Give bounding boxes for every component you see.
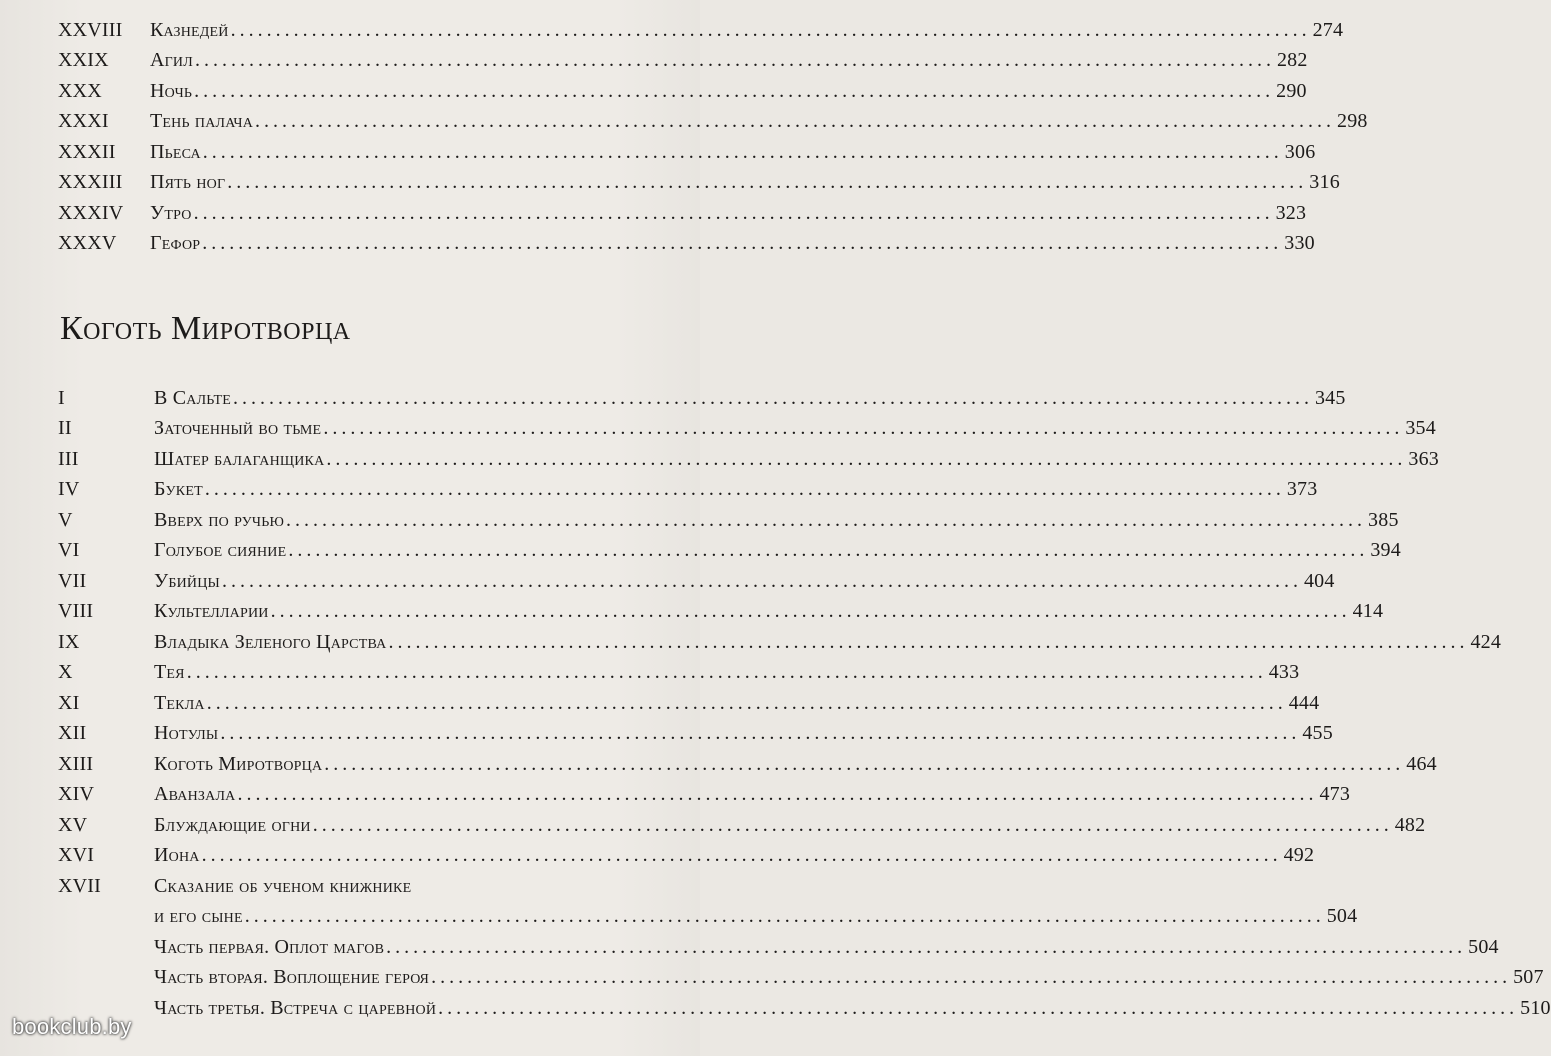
toc-entry-page: 507 — [1513, 966, 1544, 988]
toc-entry-number: XII — [58, 722, 87, 744]
toc-entry-title: Букет — [154, 478, 203, 500]
toc-entry-title: Текла — [154, 691, 205, 714]
toc-top-list — [58, 14, 1368, 258]
toc-entry-title-line — [154, 447, 1439, 474]
toc-entry-page: 385 — [1368, 508, 1399, 531]
toc-entry-title-line — [154, 904, 1357, 931]
toc-entry-title-line — [154, 813, 1425, 840]
toc-section-list — [58, 382, 1551, 1023]
toc-entry-page: 455 — [1302, 722, 1333, 744]
toc-entry-page: 394 — [1370, 539, 1401, 561]
toc-entry — [58, 197, 1307, 228]
toc-leader-dots: ........................................................................................................................ — [270, 600, 1351, 622]
toc-entry — [58, 748, 1437, 779]
toc-entry — [58, 626, 1502, 657]
toc-entry-number: XVI — [58, 844, 95, 866]
toc-entry-number: XXXIV — [58, 201, 124, 224]
toc-entry-number: VII — [58, 569, 87, 592]
toc-entry — [58, 504, 1399, 535]
toc-entry-number: IX — [58, 630, 80, 653]
toc-entry-number: XXXV — [58, 232, 117, 254]
section-title: Коготь Миротворца — [60, 310, 351, 347]
toc-entry-title-line — [150, 140, 1315, 167]
toc-entry-title: Пять ног — [150, 171, 226, 193]
toc-entry — [58, 687, 1320, 718]
toc-entry — [58, 992, 1551, 1023]
toc-leader-dots: ........................................................................................................................ — [323, 417, 1404, 439]
toc-entry-page: 363 — [1408, 447, 1439, 470]
toc-entry-number: III — [58, 447, 79, 470]
toc-entry-page: 373 — [1286, 478, 1318, 500]
toc-entry-title: Иона — [154, 844, 200, 866]
toc-entry-number: XXX — [58, 79, 102, 102]
toc-entry-title-line — [154, 752, 1437, 779]
toc-entry-title-line — [154, 996, 1551, 1023]
toc-leader-dots: ........................................................................................................................ — [202, 140, 1283, 163]
toc-leader-dots: ........................................................................................................................ — [438, 996, 1519, 1019]
toc-leader-dots: ........................................................................................................................ — [186, 661, 1267, 683]
toc-leader-dots: ........................................................................................................................ — [431, 966, 1512, 988]
toc-entry-number: XV — [58, 813, 88, 836]
toc-entry — [58, 45, 1308, 76]
toc-entry-title: и его сыне — [154, 905, 243, 927]
toc-entry-title: Пьеса — [150, 140, 201, 163]
toc-leader-dots: ........................................................................................................................ — [255, 110, 1336, 132]
toc-entry-title: Убийцы — [154, 569, 220, 592]
toc-entry — [58, 14, 1344, 45]
toc-entry-title: Шатер балаганщика — [154, 447, 325, 470]
toc-entry-title: Блуждающие огни — [154, 813, 311, 836]
toc-leader-dots: ........................................................................................................................ — [286, 508, 1367, 531]
toc-leader-dots: ........................................................................................................................ — [232, 386, 1313, 409]
toc-entry-title-line — [154, 386, 1346, 413]
toc-leader-dots: ........................................................................................................................ — [388, 630, 1469, 653]
toc-leader-dots: ........................................................................................................................ — [220, 722, 1301, 744]
toc-entry-title-line — [154, 569, 1335, 596]
toc-entry-title-line — [154, 599, 1383, 626]
toc-leader-dots: ........................................................................................................................ — [221, 569, 1302, 592]
toc-entry-number: XVII — [58, 874, 102, 897]
toc-entry-number: XXIX — [58, 49, 109, 71]
toc-entry — [58, 228, 1315, 259]
toc-entry-title: Аванзала — [154, 783, 236, 805]
toc-entry-page: 473 — [1319, 783, 1351, 805]
toc-entry — [58, 962, 1544, 993]
toc-entry-page: 510 — [1520, 996, 1551, 1019]
toc-entry-page: 316 — [1309, 171, 1340, 193]
toc-leader-dots: ........................................................................................................................ — [312, 813, 1393, 836]
toc-entry-title-line — [154, 660, 1299, 687]
toc-entry-title-line — [154, 721, 1333, 748]
toc-entry — [58, 931, 1499, 962]
toc-entry-title: Казнедей — [150, 18, 229, 41]
toc-entry — [58, 596, 1384, 627]
toc-entry-number: XXVIII — [58, 18, 123, 41]
toc-entry-number: XXXI — [58, 110, 109, 132]
toc-entry-number: XIII — [58, 752, 94, 775]
toc-entry-title: Нотулы — [154, 722, 219, 744]
toc-entry-page: 290 — [1276, 79, 1307, 102]
toc-entry-title-line — [154, 874, 658, 901]
toc-entry-title-line — [150, 18, 1343, 45]
toc-entry-page: 330 — [1284, 232, 1315, 254]
toc-entry-page: 482 — [1394, 813, 1426, 836]
toc-entry — [58, 474, 1318, 505]
toc-entry-page: 464 — [1406, 752, 1437, 775]
toc-entry-number: XXXII — [58, 140, 116, 163]
toc-entry-title-line — [154, 538, 1401, 565]
toc-entry-title: Сказание об ученом книжнике — [154, 874, 412, 897]
toc-entry-page: 404 — [1303, 569, 1335, 592]
toc-entry — [58, 718, 1333, 749]
toc-entry — [58, 870, 658, 901]
toc-entry-title: Культелларии — [154, 600, 269, 622]
toc-entry-page: 354 — [1405, 417, 1436, 439]
toc-leader-dots: ........................................................................................................................ — [202, 232, 1283, 254]
toc-entry-number: VI — [58, 539, 80, 561]
toc-entry-number: X — [58, 661, 73, 683]
toc-entry-title-line — [154, 782, 1350, 809]
toc-entry-number: VIII — [58, 600, 94, 622]
toc-entry-title-line — [154, 508, 1399, 535]
toc-entry — [58, 75, 1307, 106]
toc-entry-title-line — [150, 170, 1340, 197]
toc-entry-page: 345 — [1314, 386, 1346, 409]
toc-entry-title: Тень палача — [150, 110, 254, 132]
toc-entry-page: 504 — [1468, 935, 1499, 958]
toc-entry-title: Агил — [150, 49, 193, 71]
toc-entry-number: II — [58, 417, 72, 439]
toc-entry-title: Коготь Миротворца — [154, 752, 323, 775]
toc-entry-title: Заточенный во тьме — [154, 417, 322, 439]
toc-entry-number: XIV — [58, 783, 95, 805]
toc-entry — [58, 657, 1300, 688]
toc-leader-dots: ........................................................................................................................ — [244, 905, 1325, 927]
toc-leader-dots: ........................................................................................................................ — [288, 539, 1369, 561]
toc-entry-title-line — [150, 109, 1368, 136]
toc-entry — [58, 809, 1426, 840]
toc-entry-title: Голубое сияние — [154, 539, 287, 561]
toc-leader-dots: ........................................................................................................................ — [237, 783, 1318, 805]
toc-leader-dots: ........................................................................................................................ — [326, 447, 1407, 470]
toc-entry-title-line — [154, 416, 1436, 443]
toc-entry — [58, 901, 1358, 932]
toc-entry-title: Тея — [154, 661, 185, 683]
toc-entry — [58, 779, 1351, 810]
toc-entry — [58, 443, 1439, 474]
toc-entry-title-line — [150, 48, 1308, 75]
toc-entry-title: Часть первая. Оплот магов — [154, 935, 385, 958]
toc-entry — [58, 106, 1368, 137]
toc-leader-dots: ........................................................................................................................ — [386, 935, 1467, 958]
toc-entry-page: 424 — [1470, 630, 1502, 653]
toc-entry-page: 433 — [1268, 661, 1300, 683]
toc-entry-title-line — [154, 477, 1317, 504]
toc-entry-title-line — [154, 935, 1499, 962]
toc-entry — [58, 413, 1436, 444]
toc-leader-dots: ........................................................................................................................ — [227, 171, 1308, 193]
toc-entry-page: 492 — [1283, 844, 1315, 866]
toc-entry-page: 274 — [1312, 18, 1344, 41]
toc-entry — [58, 136, 1316, 167]
toc-entry-title-line — [150, 201, 1306, 228]
toc-entry-title: В Сальте — [154, 386, 231, 409]
toc-entry-page: 444 — [1288, 691, 1320, 714]
toc-entry-page: 298 — [1337, 110, 1368, 132]
toc-entry-title: Часть вторая. Воплощение героя — [154, 966, 430, 988]
toc-entry-title-line — [154, 843, 1314, 870]
toc-leader-dots: ........................................................................................................................ — [201, 844, 1282, 866]
toc-entry-number: IV — [58, 478, 80, 500]
watermark-text: bookclub.by — [12, 1014, 132, 1039]
toc-entry-title-line — [154, 691, 1319, 718]
toc-entry-title-line — [150, 79, 1307, 106]
toc-entry-title: Часть третья. Встреча с царевной — [154, 996, 437, 1019]
toc-entry — [58, 840, 1315, 871]
toc-entry-page: 414 — [1352, 600, 1384, 622]
toc-entry-page: 504 — [1326, 905, 1358, 927]
toc-entry-title-line — [150, 231, 1315, 258]
toc-leader-dots: ........................................................................................................................ — [206, 691, 1287, 714]
toc-entry-number: I — [58, 386, 65, 409]
toc-leader-dots: ........................................................................................................................ — [193, 201, 1274, 224]
toc-entry-page: 323 — [1275, 201, 1307, 224]
toc-entry-number: XI — [58, 691, 80, 714]
toc-leader-dots: ........................................................................................................................ — [230, 18, 1311, 41]
toc-entry-page: 306 — [1284, 140, 1316, 163]
toc-leader-dots: ........................................................................................................................ — [204, 478, 1285, 500]
toc-entry-title-line — [154, 630, 1501, 657]
toc-entry-title: Владыка Зеленого Царства — [154, 630, 387, 653]
toc-entry-number: V — [58, 508, 73, 531]
toc-leader-dots: ........................................................................................................................ — [194, 49, 1275, 71]
toc-entry-title: Утро — [150, 201, 192, 224]
toc-entry-number: XXXIII — [58, 171, 123, 193]
toc-entry-page: 282 — [1276, 49, 1308, 71]
toc-entry — [58, 565, 1335, 596]
toc-entry-title: Гефор — [150, 232, 201, 254]
toc-leader-dots: ........................................................................................................................ — [194, 79, 1275, 102]
toc-entry — [58, 382, 1346, 413]
toc-entry — [58, 535, 1401, 566]
toc-entry — [58, 167, 1340, 198]
toc-entry-title-line — [154, 965, 1544, 992]
toc-entry-title: Ночь — [150, 79, 193, 102]
toc-leader-dots: ........................................................................................................................ — [324, 752, 1405, 775]
toc-entry-title: Вверх по ручью — [154, 508, 285, 531]
